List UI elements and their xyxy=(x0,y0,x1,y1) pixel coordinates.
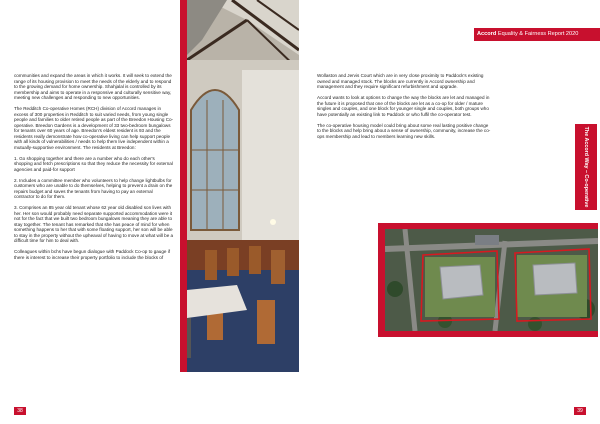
section-side-tab-label: The Accord Way – Co-operative xyxy=(583,126,589,208)
aerial-site-photo xyxy=(385,229,598,331)
community-hall-photo xyxy=(187,0,299,372)
page-number-right: 39 xyxy=(574,407,586,415)
left-paragraph-3: 1. Go shopping together and there are a number who do each other's shopping and fetch prescriptions so that they reduce the necessity for external agencies and paid-for support xyxy=(14,155,173,172)
right-paragraph-3: The co-operative housing model could bring about some real lasting positive change to the blocks and help bring about a sense of ownership, community, increase the co-ops membership and lead to members learning new skills. xyxy=(317,122,491,139)
left-paragraph-6: Colleagues within bchs have begun dialogue with Paddock Co-op to gauge if there is interest to increase their property portfolio to include the blocks of xyxy=(14,249,171,260)
header-brand: Accord xyxy=(477,31,497,37)
left-paragraph-5: 3. Comprises an 85 year old tenant whose 62 year old disabled son lives with her. Her son would probably need separate supported accommodation were it not for the fact that we built two bedroom bungalows meaning they are able to stay together. The tenant has remarked that she has peace of mind for when something happens to her that with some floating support, her son will be able to stay in the property without the upheaval of having to move at what will be a difficult time for him to deal with. xyxy=(14,205,174,243)
left-paragraph-2: The Redditch Co-operative Homes (RCH) division of Accord manages in excess of 300 properties in Redditch to suit varied needs, from young single people and families to older retired people as part of the Breedon Housing Co-operative. Breedon Gardens is a development of 33 two-bedroom bungalows for tenants over 60 years of age. Breedon's eldest resident is 93 and the residents really demonstrate how co-operative living can help support people with all kinds of vulnerabilities / needs to help them live independent within a mutually-supportive environment. The residents at Breedon: xyxy=(14,106,174,150)
right-paragraph-1: Wollaston and Jervis Court which are in very close proximity to Paddock's existing owned and managed stock. The blocks are currently in Accord ownership and management and they require significant refurbishment and upgrade. xyxy=(317,73,484,89)
left-paragraph-4: 2. Includes a committee member who volunteers to help change lightbulbs for customers who are unable to do themselves, helping to prevent a drain on the repairs budget and saves the tenants from having to pay an external contractor to do for them. xyxy=(14,177,173,199)
right-paragraph-2: Accord wants to look at options to change the way the blocks are let and managed in the future it is proposed that one of the blocks are let as a co-op for older / mature singles and couples, and one block for younger single and couples, both groups who have potentially an existing link to Paddock or who fulfil the co-operator test. xyxy=(317,95,490,117)
report-header-text xyxy=(477,30,578,39)
header-title: Equality & Fairness Report 2020 xyxy=(497,31,579,37)
left-paragraph-1: communities and expand the areas in which it works. It will seek to extend the range of its housing provision to meet the needs of the elderly and to respond to the growing demand for home ownership. Shahjalal is controlled by its membership and aims to operate in a responsive and culturally sensitive way, meeting new challenges and responding to new opportunities. xyxy=(14,73,172,100)
left-text-column xyxy=(14,73,174,266)
page-number-left: 38 xyxy=(14,407,26,415)
right-text-column xyxy=(317,73,493,145)
